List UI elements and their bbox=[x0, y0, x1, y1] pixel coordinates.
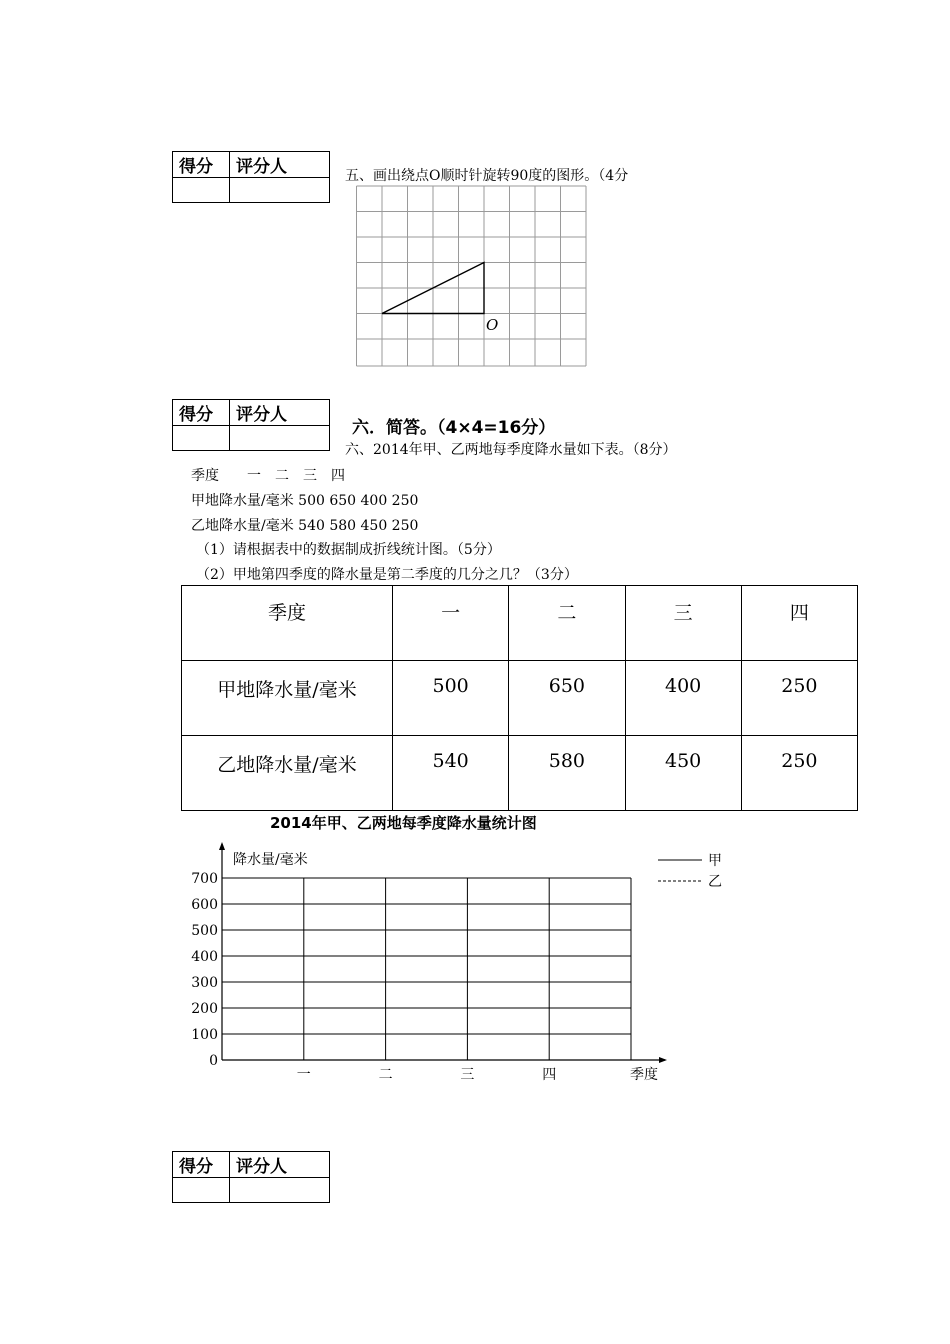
q5-text: 五、画出绕点O顺时针旋转90度的图形。（4分 bbox=[345, 168, 629, 184]
x-tick-label: 四 bbox=[542, 1067, 557, 1083]
score-box-1 bbox=[172, 151, 330, 203]
y-tick-label: 0 bbox=[209, 1053, 218, 1069]
legend-label-jia: 甲 bbox=[708, 853, 722, 869]
grader-cell[interactable] bbox=[230, 426, 330, 451]
grid-lines bbox=[357, 186, 587, 366]
x-tick-label: 一 bbox=[296, 1067, 311, 1083]
table-header-cell: 二 bbox=[509, 586, 625, 661]
table-cell: 450 bbox=[625, 736, 741, 811]
section-6-heading: 六．简答。（4×4=16分） bbox=[352, 418, 556, 438]
section-6-question: 六、2014年甲、乙两地每季度降水量如下表。（8分） bbox=[345, 442, 677, 458]
table-header-cell: 一 bbox=[393, 586, 509, 661]
table-cell: 500 bbox=[393, 661, 509, 736]
score-cell[interactable] bbox=[173, 1178, 230, 1203]
x-axis-label: 季度 bbox=[630, 1067, 658, 1083]
y-axis-arrow-icon bbox=[219, 842, 225, 850]
x-tick-label: 二 bbox=[378, 1067, 393, 1083]
table-header-cell: 三 bbox=[625, 586, 741, 661]
table-row-label: 乙地降水量/毫米 bbox=[182, 736, 393, 811]
score-cell[interactable] bbox=[173, 426, 230, 451]
table-header-cell: 季度 bbox=[182, 586, 393, 661]
table-cell: 580 bbox=[509, 736, 625, 811]
table-cell: 650 bbox=[509, 661, 625, 736]
rainfall-table bbox=[181, 585, 858, 811]
table-header-cell: 四 bbox=[741, 586, 857, 661]
sub-question-1: （1）请根据表中的数据制成折线统计图。（5分） bbox=[196, 542, 501, 558]
rotation-grid bbox=[355, 185, 590, 369]
table-cell: 250 bbox=[741, 661, 857, 736]
grader-cell[interactable] bbox=[230, 1178, 330, 1203]
jia-line: 甲地降水量/毫米 500 650 400 250 bbox=[191, 493, 419, 509]
legend bbox=[658, 853, 722, 890]
score-label: 得分 bbox=[173, 400, 230, 426]
score-label: 得分 bbox=[173, 152, 230, 178]
grader-cell[interactable] bbox=[230, 178, 330, 203]
table-cell: 540 bbox=[393, 736, 509, 811]
y-tick-label: 100 bbox=[191, 1027, 218, 1043]
y-tick-label: 500 bbox=[191, 923, 218, 939]
score-cell[interactable] bbox=[173, 178, 230, 203]
grader-label: 评分人 bbox=[230, 152, 330, 178]
score-label: 得分 bbox=[173, 1152, 230, 1178]
table-row bbox=[182, 661, 858, 736]
y-tick-label: 700 bbox=[191, 871, 218, 887]
legend-label-yi: 乙 bbox=[708, 874, 722, 890]
point-o-label: O bbox=[486, 316, 499, 334]
y-tick-label: 400 bbox=[191, 949, 218, 965]
table-cell: 400 bbox=[625, 661, 741, 736]
season-line: 季度 一 二 三 四 bbox=[191, 468, 345, 484]
grader-label: 评分人 bbox=[230, 400, 330, 426]
score-box-2 bbox=[172, 399, 330, 451]
chart-title: 2014年甲、乙两地每季度降水量统计图 bbox=[270, 814, 537, 832]
table-row-label: 甲地降水量/毫米 bbox=[182, 661, 393, 736]
table-header-row bbox=[182, 586, 858, 661]
table-cell: 250 bbox=[741, 736, 857, 811]
grader-label: 评分人 bbox=[230, 1152, 330, 1178]
x-tick-label: 三 bbox=[460, 1067, 475, 1083]
table-row bbox=[182, 736, 858, 811]
x-axis-arrow-icon bbox=[659, 1057, 667, 1063]
yi-line: 乙地降水量/毫米 540 580 450 250 bbox=[191, 518, 419, 534]
score-box-3 bbox=[172, 1151, 330, 1203]
sub-question-2: （2）甲地第四季度的降水量是第二季度的几分之几？（3分） bbox=[196, 567, 578, 583]
y-axis-label: 降水量/毫米 bbox=[233, 852, 308, 868]
y-tick-label: 600 bbox=[191, 897, 218, 913]
y-tick-label: 300 bbox=[191, 975, 218, 991]
y-tick-label: 200 bbox=[191, 1001, 218, 1017]
rainfall-chart bbox=[170, 810, 740, 1090]
